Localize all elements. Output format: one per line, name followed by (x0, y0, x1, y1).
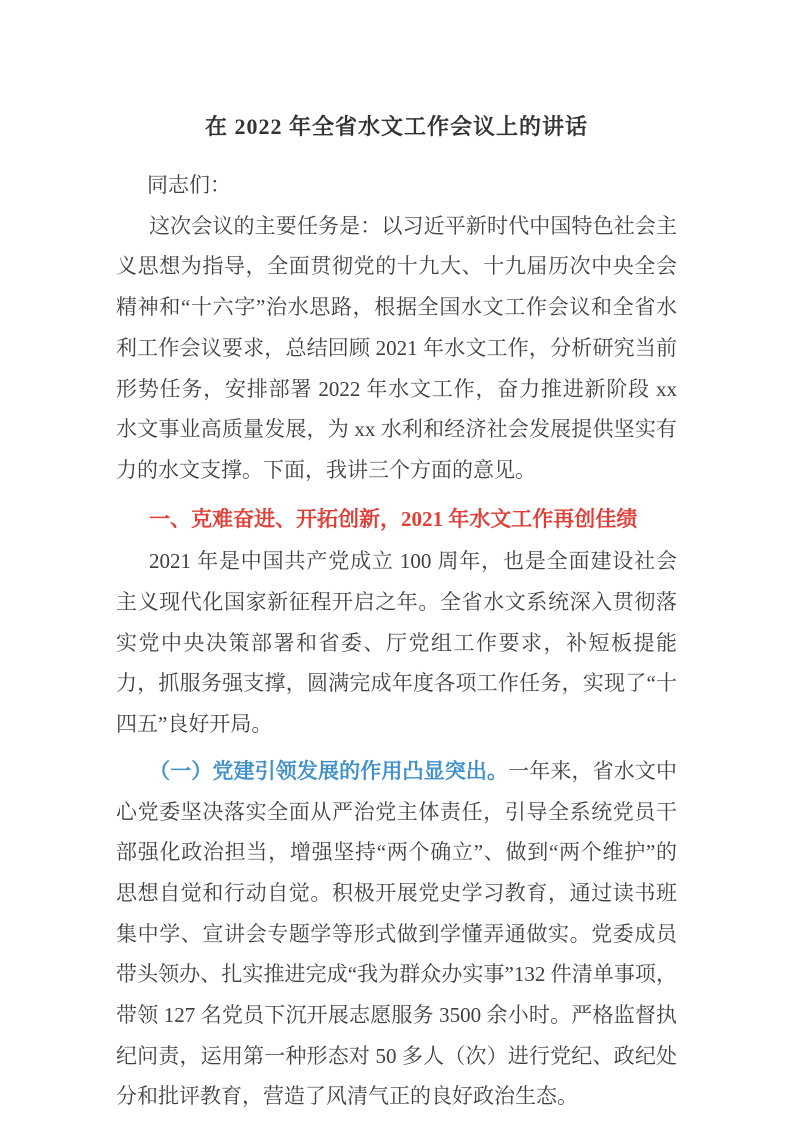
subsection-1-lead: （一）党建引领发展的作用凸显突出。 (149, 758, 509, 783)
subsection-1-paragraph (116, 751, 677, 1117)
intro-paragraph: 这次会议的主要任务是：以习近平新时代中国特色社会主义思想为指导，全面贯彻党的十九大、十九届历次中央全会精神和“十六字”治水思路，根据全国水文工作会议和全省水利工作会议要求，总结回顾 2021 年水文工作，分析研究当前形势任务，安排部署 2022 年水文工作，奋力推进新阶段 xx 水文事业高质量发展，为 xx 水利和经济社会发展提供坚实有力的水文支撑。下面，我讲三个方面的意见。 (116, 213, 677, 482)
salutation: 同志们： (147, 173, 231, 197)
document-title: 在 2022 年全省水文工作会议上的讲话 (204, 114, 588, 139)
section-1-paragraph: 2021 年是中国共产党成立 100 周年，也是全面建设社会主义现代化国家新征程开启之年。全省水文系统深入贯彻落实党中央决策部署和省委、厅党组工作要求，补短板提能力，抓服务强支撑，圆满完成年度各项工作任务，实现了“十四五”良好开局。 (116, 549, 677, 737)
subsection-1-body: 一年来，省水文中心党委坚决落实全面从严治党主体责任，引导全系统党员干部强化政治担当，增强坚持“两个确立”、做到“两个维护”的思想自觉和行动自觉。积极开展党史学习教育，通过读书班集中学、宣讲会专题学等形式做到学懂弄通做实。党委成员带头领办、扎实推进完成“我为群众办实事”132 件清单事项，带领 127 名党员下沉开展志愿服务 3500 余小时。严格监督执纪问责，运用第一种形态对 50 多人（次）进行党纪、政纪处分和批评教育，营造了风清气正的良好政治生态。 (116, 758, 677, 1109)
section-1-heading: 一、克难奋进、开拓创新，2021 年水文工作再创佳绩 (149, 506, 638, 531)
